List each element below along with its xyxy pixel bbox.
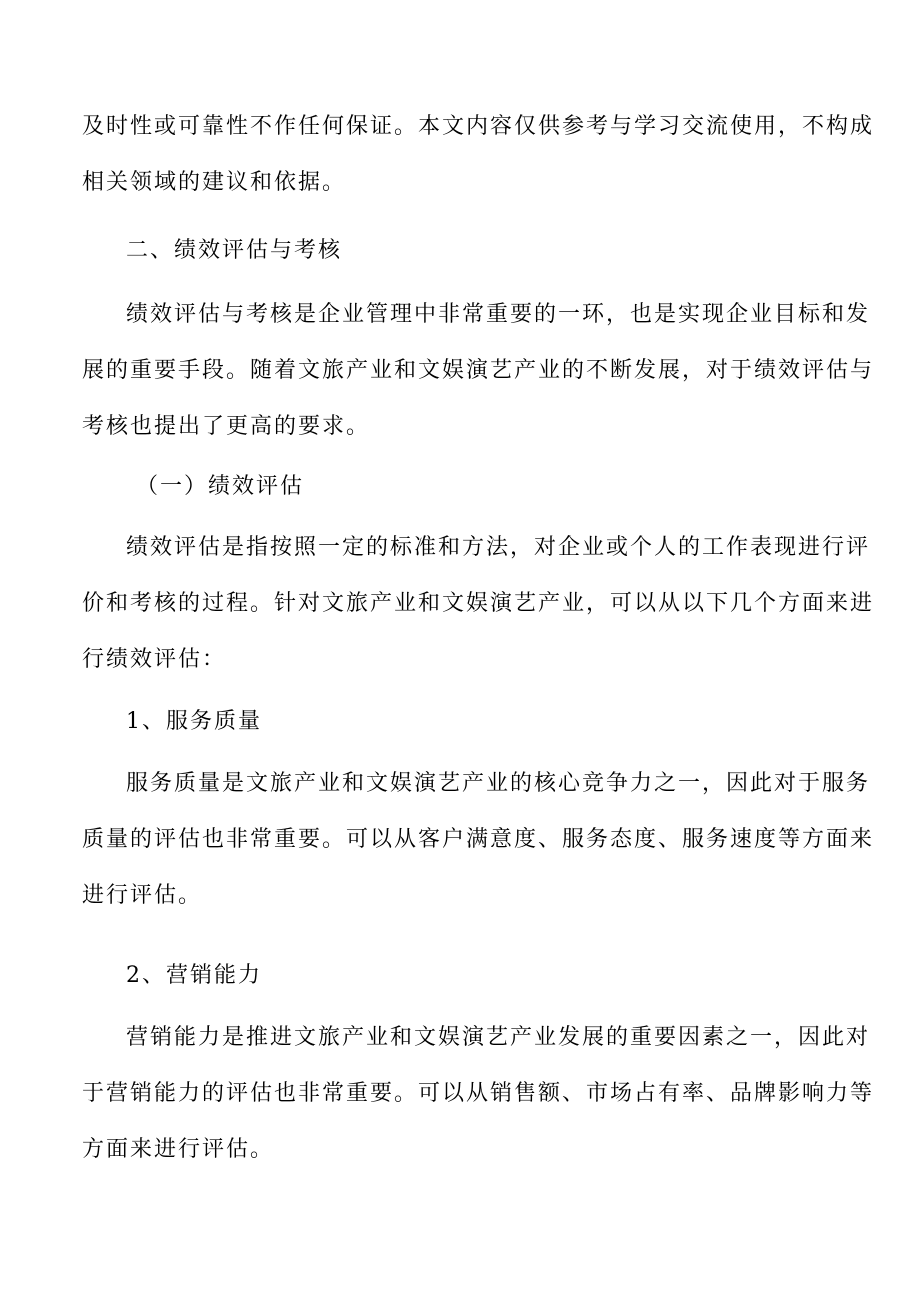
- text-line: 进行评估。: [82, 883, 203, 908]
- section-heading-text: 二、绩效评估与考核: [126, 238, 343, 263]
- text-line: 及时性或可靠性不作任何保证。本文内容仅供参考与学习交流使用，不构成: [82, 114, 875, 139]
- subsection-paragraph: [82, 520, 875, 688]
- item1-heading-text: 1、服务质量: [126, 709, 262, 734]
- item1-heading: [82, 694, 842, 750]
- item2-heading-text: 2、营销能力: [126, 963, 262, 988]
- item2-heading: [82, 948, 842, 1004]
- subsection-heading: [82, 459, 842, 515]
- item1-paragraph: [82, 756, 875, 924]
- text-line: 相关领域的建议和依据。: [82, 170, 347, 195]
- text-line: 营销能力是推进文旅产业和文娱演艺产业发展的重要因素之一，因此对: [126, 1025, 871, 1050]
- text-line: 考核也提出了更高的要求。: [82, 414, 371, 439]
- text-line: 质量的评估也非常重要。可以从客户满意度、服务态度、服务速度等方面来: [82, 827, 875, 852]
- text-line: 绩效评估与考核是企业管理中非常重要的一环，也是实现企业目标和发: [126, 302, 871, 327]
- text-line: 服务质量是文旅产业和文娱演艺产业的核心竞争力之一，因此对于服务: [126, 771, 871, 796]
- subsection-heading-text: （一）绩效评估: [136, 474, 305, 499]
- text-line: 绩效评估是指按照一定的标准和方法，对企业或个人的工作表现进行评: [126, 535, 871, 560]
- text-line: 行绩效评估：: [82, 647, 227, 672]
- section-paragraph: [82, 287, 875, 455]
- text-line: 价和考核的过程。针对文旅产业和文娱演艺产业，可以从以下几个方面来进: [82, 591, 875, 616]
- section-heading: [82, 223, 842, 279]
- text-line: 方面来进行评估。: [82, 1137, 275, 1162]
- text-line: 展的重要手段。随着文旅产业和文娱演艺产业的不断发展，对于绩效评估与: [82, 358, 875, 383]
- intro-paragraph: [82, 99, 875, 211]
- item2-paragraph: [82, 1010, 875, 1178]
- text-line: 于营销能力的评估也非常重要。可以从销售额、市场占有率、品牌影响力等: [82, 1081, 875, 1106]
